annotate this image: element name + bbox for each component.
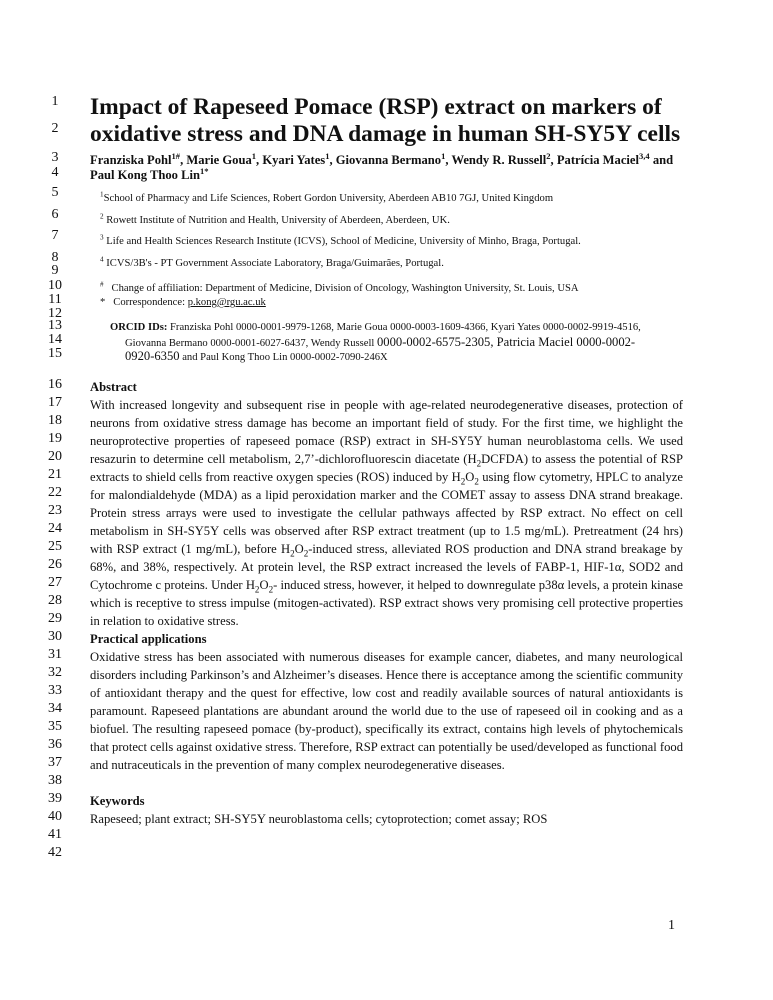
line-number: 16: [48, 377, 62, 392]
line-number: 14: [48, 332, 62, 347]
line-number: 29: [48, 611, 62, 626]
keywords-heading: Keywords: [90, 794, 145, 808]
line-number: 5: [51, 185, 59, 200]
title-line-2: oxidative stress and DNA damage in human SH-SY5Y cells: [90, 121, 681, 147]
abstract-line: Protein stress arrays were used to investigate the cellular pathways affected by RSP extract. No effect on cell: [90, 506, 683, 520]
affiliation-2: $^2$ Rowett Institute of Nutrition and Health, University of Aberdeen, Aberdeen, UK.: [100, 212, 450, 226]
practical-applications-heading: Practical applications: [90, 632, 207, 646]
abstract-line: resazurin to determine cell metabolism, 2,7’-dichlorofluorescin diacetate $(H_2DCFDA)$ to assess the potential of RSP: [90, 452, 684, 469]
affiliation-1: $^1$School of Pharmacy and Life Sciences, Robert Gordon University, Aberdeen AB10 7GJ, United Kingdom: [100, 190, 554, 204]
line-number: 3: [51, 150, 59, 165]
line-number: 34: [48, 701, 62, 716]
line-number: 8: [51, 250, 59, 265]
affiliation-4: $^4$ ICVS/3B's - PT Government Associate Laboratory, Braga/Guimarães, Portugal.: [100, 255, 444, 269]
author: Marie Goua: [186, 153, 252, 167]
author: Giovanna Bermano: [335, 153, 442, 167]
line-number: 9: [51, 263, 59, 278]
correspondence-note: * Correspondence: p.kong@rgu.ac.uk: [100, 297, 266, 308]
line-number: 39: [48, 791, 62, 806]
line-number: 38: [48, 773, 62, 788]
line-number: 37: [48, 755, 62, 770]
author: Patrícia Maciel: [556, 153, 640, 167]
practical-line: paramount. Rapeseed plantations are abundant around the world due to the use of rapeseed oil in cooking and as a: [90, 704, 683, 718]
line-number: 12: [48, 306, 62, 321]
practical-line: of antioxidant therapy and the quest for effective, low cost and readily available sources of natural antioxidants is: [90, 686, 683, 700]
practical-line: disorders including Parkinson’s and Alzheimer’s diseases. Hence there is acceptance among the scientific community: [90, 668, 683, 682]
line-number: 4: [51, 165, 59, 180]
abstract-line: in relation to oxidative stress.: [90, 614, 239, 628]
abstract-line: neurons from oxidative stress damage has become an important field of study. For the first time, we highlight the: [90, 416, 683, 430]
line-number: 13: [48, 318, 62, 333]
line-number: 19: [48, 431, 62, 446]
line-number: 30: [48, 629, 62, 644]
line-number: 10: [48, 278, 62, 293]
line-number: 40: [48, 809, 62, 824]
change-of-affiliation-note: # Change of affiliation: Department of Medicine, Division of Oncology, Washington University, St. Louis, USA: [100, 280, 579, 294]
line-number: 17: [48, 395, 62, 410]
line-number: 41: [48, 827, 62, 842]
line-number: 18: [48, 413, 62, 428]
line-number: 36: [48, 737, 62, 752]
abstract-heading: Abstract: [90, 380, 137, 394]
author: Wendy R. Russell: [451, 153, 547, 167]
line-number: 31: [48, 647, 62, 662]
title-line-1: Impact of Rapeseed Pomace (RSP) extract on markers of: [90, 94, 662, 120]
abstract-line: neuroprotective properties of rapeseed pomace (RSP) extract in SH-SY5Y human neuroblastoma cells. We used: [90, 434, 683, 448]
correspondence-email-link[interactable]: p.kong@rgu.ac.uk: [187, 297, 266, 308]
line-number: 6: [51, 207, 59, 222]
orcid-line-3: 0920-6350 and Paul Kong Thoo Lin 0000-0002-7090-246X: [125, 349, 388, 363]
orcid-line-2: Giovanna Bermano 0000-0001-6027-6437, Wendy Russell 0000-0002-6575-2305, Patricia Maciel 0000-0002-: [125, 335, 636, 349]
line-number: 2: [51, 121, 59, 136]
line-number: 7: [51, 228, 59, 243]
abstract-line: with RSP extract (1 mg/mL), before $H_2O_2$-induced stress, alleviated ROS production and DNA strand breakage by: [90, 542, 683, 559]
keywords-text: Rapeseed; plant extract; SH-SY5Y neuroblastoma cells; cytoprotection; comet assay; ROS: [90, 812, 548, 826]
line-number: 27: [48, 575, 62, 590]
page-number: 1: [668, 918, 675, 933]
practical-line: biofuel. The resulting rapeseed pomace (by-product), specifically its extract, contains high levels of phytochemicals: [90, 722, 683, 736]
line-number: 1: [51, 94, 59, 109]
line-number: 33: [48, 683, 62, 698]
abstract-line: extracts to shield cells from reactive oxygen species (ROS) induced by $H_2O_2$ using flow cytometry, HPLC to analyze: [90, 470, 683, 487]
author-line-1: Franziska Pohl$^{1\#}$, Marie Goua$^1$, Kyari Yates$^1$, Giovanna Bermano$^1$, Wendy R. Russell$^2$, Patrícia Maciel$^{3,4}$ and: [90, 150, 674, 167]
line-number: 21: [48, 467, 62, 482]
practical-line: and nutraceuticals in the prevention of many complex neurodegenerative diseases.: [90, 758, 505, 772]
line-number: 24: [48, 521, 62, 536]
practical-line: that protect cells against oxidative stress. Therefore, RSP extract can potentially be used/developed as functional food: [90, 740, 683, 754]
orcid-line-1: ORCID IDs: Franziska Pohl 0000-0001-9979-1268, Marie Goua 0000-0003-1609-4366, Kyari Yates 0000-0002-9919-4516,: [110, 322, 641, 333]
line-number: 42: [48, 845, 62, 860]
line-number: 15: [48, 346, 62, 361]
abstract-line: Cytochrome c proteins. Under $H_2O_2-$ induced stress, however, it helped to downregulate p38α levels, a protein kinase: [90, 578, 683, 595]
author: Franziska Pohl: [90, 153, 172, 167]
line-number: 32: [48, 665, 62, 680]
line-number: 11: [48, 292, 62, 307]
abstract-line: With increased longevity and subsequent rise in people with age-related neurodegenerative diseases, protection of: [90, 398, 683, 412]
practical-line: Oxidative stress has been associated with numerous diseases for example cancer, diabetes, and many neurological: [90, 650, 683, 664]
abstract-line: for malondialdehyde (MDA) as a lipid peroxidation marker and the COMET assay to assess DNA strand breakage.: [90, 488, 683, 502]
affiliation-3: $^3$ Life and Health Sciences Research Institute (ICVS), School of Medicine, University of Minho, Braga, Portugal.: [100, 233, 581, 247]
line-number: 26: [48, 557, 62, 572]
line-number: 25: [48, 539, 62, 554]
line-number: 22: [48, 485, 62, 500]
abstract-line: 68%, and 38%, respectively. At protein level, the RSP extract increased the levels of FABP-1, HIF-1α, SOD2 and: [90, 560, 683, 574]
abstract-line: metabolism in SH-SY5Y cells was observed after RSP extract treatment (up to 1.5 mg/mL). Pretreatment (24 hrs): [90, 524, 683, 538]
line-number: 28: [48, 593, 62, 608]
line-number: 35: [48, 719, 62, 734]
line-number: 23: [48, 503, 62, 518]
author-line-2: Paul Kong Thoo Lin$^{1*}$: [90, 165, 209, 182]
author: Kyari Yates: [262, 153, 326, 167]
abstract-line: which is receptive to stress impulse (mitogen-activated). RSP extract shows very promising cell protective properties: [90, 596, 683, 610]
line-number: 20: [48, 449, 62, 464]
author: Paul Kong Thoo Lin: [90, 168, 201, 182]
